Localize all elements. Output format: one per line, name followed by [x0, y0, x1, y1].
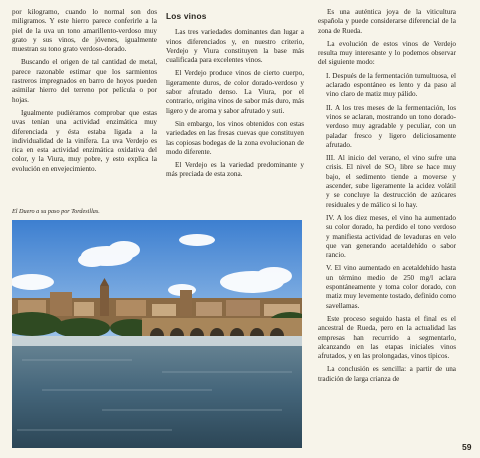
column-2: [166, 8, 304, 180]
photo-caption: El Duero a su paso por Tordesillas.: [12, 208, 100, 215]
column-1: [12, 8, 157, 174]
paragraph: El Verdejo es la variedad predominante y más preciada de esta zona.: [166, 161, 304, 179]
list-item: II. A los tres meses de la fermentación, los vinos se aclaran, mostrando un tono dorado-verdoso muy agradable y peculiar, con un paladar fresco y ligero deliciosamente afrutado.: [326, 103, 456, 149]
paragraph: por kilogramo, cuando lo normal son dos miligramos. Y este hierro parece conferirle a la piel de la uva un tono amarillento-verdoso muy grato y sus vinos, de jóvenes, igualmente muestran su tono grato verdoso-dorado.: [12, 8, 157, 54]
list-item: V. El vino aumentado en acetaldehído hasta un término medio de 250 mg/l aclara espontáneamente y toma color dorado, con matiz muy levemente tostado, definido como savellamas.: [326, 264, 456, 310]
river-water: [12, 336, 302, 448]
list-item: IV. A los diez meses, el vino ha aumentado su color dorado, ha perdido el tono verdoso y manifiesta actividad de levaduras en velo que van generando acetaldehído o sabor rancio.: [326, 213, 456, 260]
river-photo: [12, 220, 302, 448]
weir-foam: [12, 336, 302, 346]
paragraph: Buscando el origen de tal cantidad de metal, parece razonable estimar que los sarmientos rastreros impregnados en barro de hoyos pueden asimilar hierro del terreno por película o por hojas.: [12, 58, 157, 104]
list-item: I. Después de la fermentación tumultuosa, el aclarado espontáneo es lento y da paso al vino claro de matiz muy pálido.: [326, 71, 456, 99]
list-item: III. Al inicio del verano, el vino sufre una crisis. El nivel de SO₂ libre se hace muy bajo, el sedimento tiende a moverse y ascender, sube ligeramente la acidez volátil y se concluye la destrucción de azúcares residuales y de málico si lo hay.: [326, 154, 456, 209]
paragraph: La evolución de estos vinos de Verdejo resulta muy interesante y lo podemos observar del siguiente modo:: [318, 39, 456, 67]
paragraph: Este proceso seguido hasta el final es el ancestral de Rueda, pero en la actualidad las empresas han recurrido a segmentarlo, alcanzando en las etapas iniciales vinos afrutados, y en las prolongadas, vinos típicos.: [318, 314, 456, 361]
paragraph: Igualmente pudiéramos comprobar que estas uvas tenían una actividad enzimática muy diferenciada y ésta estaba ligada a la individualidad de la vinífera. La uva Verdejo es rica en esta actividad enzimática oxidativa del color, y la Viura, muy pobre, y esto explica la evolución en envejecimiento.: [12, 108, 157, 173]
paragraph: Sin embargo, los vinos obtenidos con estas variedades en las fresas cuevas que constituyen las copiosas bodegas de la zona evolucionan de modo diferente.: [166, 119, 304, 156]
photo-illustration: [12, 220, 302, 448]
section-heading: Los vinos: [166, 11, 207, 21]
paragraph: La conclusión es sencilla: a partir de una tradición de larga crianza de: [318, 365, 456, 383]
paragraph: Las tres variedades dominantes dan lugar a vinos diferenciados y, en nuestro criterio, Verdejo y Viura constituyen la base más cualificada para excelentes vinos.: [166, 28, 304, 65]
page-number: 59: [462, 442, 472, 452]
column-3: [318, 8, 456, 384]
bridge: [142, 318, 302, 336]
paragraph: El Verdejo produce vinos de cierto cuerpo, ligeramente duros, de color dorado-verdoso y sabor afrutado denso. La Viura, por el contrario, origina vinos de sabor más duro, más ligero y de aroma y sabor afrutado y suti.: [166, 69, 304, 115]
paragraph: Es una auténtica joya de la viticultura española y puede considerarse diferencial de la zona de Rueda.: [318, 8, 456, 35]
